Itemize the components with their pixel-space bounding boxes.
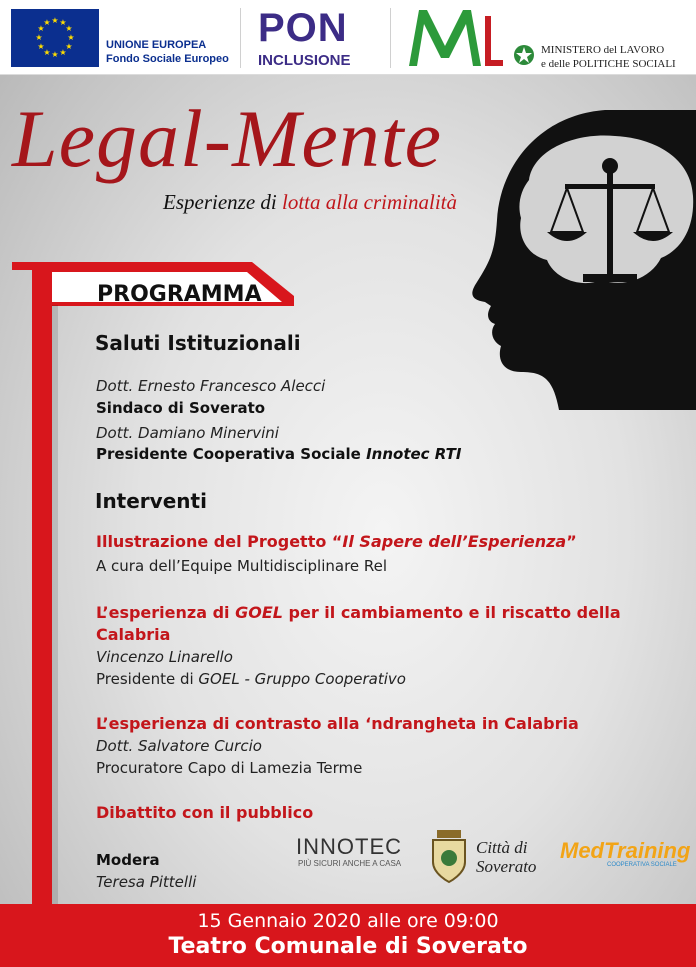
- talk2-title-c: per il cambiamento e il riscatto della: [282, 603, 621, 622]
- talk3-speaker: Dott. Salvatore Curcio: [96, 737, 262, 755]
- greetings-heading: Saluti Istituzionali: [95, 331, 301, 355]
- innotec-tagline: PIÙ SICURI ANCHE A CASA: [298, 859, 402, 868]
- talks-heading: Interventi: [95, 489, 207, 513]
- medtraining-logo: MedTraining: [560, 838, 691, 863]
- pon-logo-word: PON: [258, 6, 348, 50]
- svg-text:★: ★: [51, 50, 59, 59]
- event-date: 15 Gennaio 2020 alle ore 09:00: [197, 910, 499, 932]
- ministry-line1: MINISTERO del LAVORO: [541, 44, 665, 56]
- talk3-role: Procuratore Capo di Lamezia Terme: [96, 759, 363, 777]
- moderator-name: Teresa Pittelli: [96, 873, 197, 891]
- frame-shadow: [52, 305, 58, 910]
- talk1-title-b: Il Sapere dell’Esperienza: [342, 532, 567, 551]
- talk2-role: [96, 670, 406, 688]
- svg-text:★: ★: [43, 48, 51, 57]
- event-subtitle: [163, 190, 457, 215]
- italian-emblem-icon: [513, 44, 535, 66]
- talk1-title-c: ”: [566, 532, 577, 551]
- divider: [240, 8, 241, 68]
- eu-line1: UNIONE EUROPEA: [106, 39, 207, 51]
- eu-flag-icon: [11, 9, 99, 67]
- frame-vertical-bar: [32, 305, 52, 910]
- greeting2-name: Dott. Damiano Minervini: [96, 424, 279, 442]
- talk1-title-a: Illustrazione del Progetto “: [96, 532, 343, 551]
- ministry-logo-icon: [405, 6, 505, 68]
- head-silhouette-icon: [455, 110, 696, 410]
- debate: Dibattito con il pubblico: [96, 803, 314, 822]
- soverato-crest-icon: [427, 828, 471, 884]
- talk3-title: L’esperienza di contrasto alla ‘ndrangheta in Calabria: [96, 714, 579, 733]
- talk2-speaker: Vincenzo Linarello: [96, 648, 233, 666]
- ministry-label: [541, 43, 676, 71]
- greeting2-role-plain: Presidente Cooperativa Sociale: [96, 445, 367, 463]
- divider: [390, 8, 391, 68]
- svg-text:★: ★: [67, 33, 75, 42]
- subtitle-part2: lotta alla criminalità: [281, 190, 457, 214]
- citta-line2: Soverato: [476, 857, 537, 876]
- svg-text:★: ★: [37, 24, 45, 33]
- greeting2-role-italic: Innotec RTI: [366, 445, 462, 463]
- subtitle-part1: Esperienze di: [163, 190, 282, 214]
- talk2-role-b: GOEL - Gruppo Cooperativo: [198, 670, 406, 688]
- event-title: Legal-Mente: [12, 93, 442, 184]
- talk2-title-b: GOEL: [235, 603, 283, 622]
- svg-text:★: ★: [43, 18, 51, 27]
- event-venue: Teatro Comunale di Soverato: [168, 934, 528, 959]
- greeting1-role: Sindaco di Soverato: [96, 399, 266, 417]
- programme-heading: PROGRAMMA: [97, 282, 262, 307]
- talk2-role-a: Presidente di: [96, 670, 199, 688]
- logo-bar: [0, 0, 696, 75]
- pon-logo-sub: INCLUSIONE: [258, 52, 351, 69]
- svg-text:★: ★: [65, 24, 73, 33]
- moderator-label: Modera: [96, 851, 160, 869]
- innotec-logo: INNOTEC: [296, 834, 402, 859]
- talk2-title-a: L’esperienza di: [96, 603, 236, 622]
- svg-text:★: ★: [35, 33, 43, 42]
- talk2-title: [96, 603, 621, 622]
- svg-text:★: ★: [51, 16, 59, 25]
- greeting2-role: [96, 445, 461, 463]
- medtraining-sub: COOPERATIVA SOCIALE: [607, 862, 677, 868]
- citta-line1: Città di: [476, 838, 528, 857]
- svg-text:★: ★: [37, 42, 45, 51]
- greeting1-name: Dott. Ernesto Francesco Alecci: [96, 377, 326, 395]
- eu-line2: Fondo Sociale Europeo: [106, 53, 229, 65]
- eu-label: [106, 38, 229, 66]
- svg-text:★: ★: [59, 48, 67, 57]
- ministry-line2: e delle POLITICHE SOCIALI: [541, 58, 676, 70]
- citta-soverato-logo: [476, 838, 536, 876]
- talk1-title: [96, 532, 577, 551]
- svg-text:★: ★: [65, 42, 73, 51]
- talk2-title-line2: Calabria: [96, 625, 171, 644]
- svg-text:★: ★: [59, 18, 67, 27]
- talk1-by: A cura dell’Equipe Multidisciplinare Rel: [96, 557, 388, 575]
